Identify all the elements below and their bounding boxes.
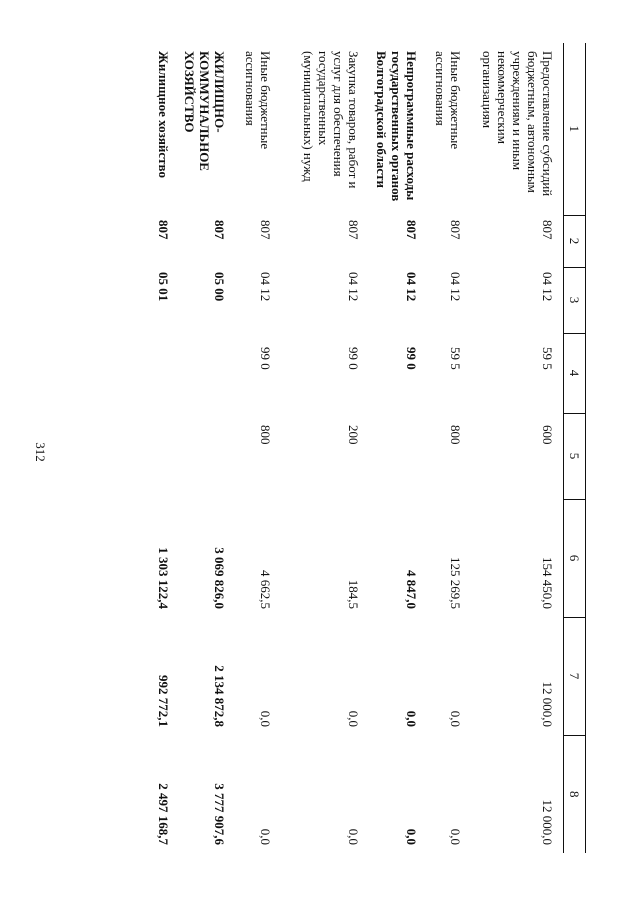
row-amount-col8: 0,0 bbox=[448, 828, 464, 845]
row-section-code: 04 12 bbox=[346, 272, 362, 302]
row-expense-type: 800 bbox=[448, 425, 464, 445]
table-row bbox=[176, 43, 232, 853]
column-header: 8 bbox=[564, 735, 586, 853]
column-header: 2 bbox=[564, 215, 586, 267]
row-amount-col7: 12 000,0 bbox=[540, 681, 555, 727]
row-section-code: 05 00 bbox=[212, 272, 228, 302]
row-amount-col6: 4 662,5 bbox=[258, 570, 274, 609]
row-amount-col6: 184,5 bbox=[346, 579, 362, 609]
row-amount-col7: 0,0 bbox=[346, 710, 362, 727]
row-expense-type: 200 bbox=[346, 425, 362, 445]
row-program-code: 99 0 bbox=[258, 347, 274, 370]
row-program-code: 99 0 bbox=[404, 347, 420, 370]
row-admin-code: 807 bbox=[404, 220, 420, 240]
row-amount-col8: 0,0 bbox=[346, 828, 362, 845]
table-row bbox=[424, 43, 468, 853]
row-expense-type bbox=[366, 413, 424, 499]
column-header: 7 bbox=[564, 617, 586, 735]
table-row bbox=[366, 43, 424, 853]
row-section-code: 04 12 bbox=[448, 272, 464, 302]
row-amount-col6: 4 847,0 bbox=[404, 570, 420, 609]
row-name: Жилищное хозяйство bbox=[156, 51, 172, 178]
column-header: 6 bbox=[564, 499, 586, 617]
row-expense-type bbox=[176, 413, 232, 499]
row-amount-col6: 1 303 122,4 bbox=[156, 547, 172, 609]
column-header: 1 bbox=[564, 43, 586, 215]
table-row bbox=[278, 43, 366, 853]
row-amount-col6: 3 069 826,0 bbox=[212, 547, 228, 609]
row-expense-type: 600 bbox=[540, 425, 555, 445]
row-amount-col7: 2 134 872,8 bbox=[212, 665, 228, 727]
row-amount-col8: 0,0 bbox=[258, 828, 274, 845]
budget-table bbox=[136, 43, 587, 853]
row-expense-type bbox=[136, 413, 176, 499]
row-section-code: 04 12 bbox=[404, 272, 420, 302]
row-admin-code: 807 bbox=[212, 220, 228, 240]
page-number: 312 bbox=[33, 442, 48, 462]
row-amount-col7: 992 772,1 bbox=[156, 675, 172, 727]
row-admin-code: 807 bbox=[448, 220, 464, 240]
row-name: Закупка товаров, работ и услуг для обеспечения государственных (муниципальных) нужд bbox=[301, 51, 362, 189]
row-name: Предоставление субсидий бюджетным, автономным учреждениям и иным некоммерческим организациям bbox=[480, 51, 555, 197]
row-section-code: 05 01 bbox=[156, 272, 172, 302]
row-program-code: 99 0 bbox=[346, 347, 362, 370]
row-amount-col8: 12 000,0 bbox=[540, 799, 555, 845]
row-name: Иные бюджетные ассигнования bbox=[243, 51, 274, 150]
row-amount-col6: 154 450,0 bbox=[540, 557, 555, 609]
row-amount-col7: 0,0 bbox=[404, 710, 420, 727]
row-name: ЖИЛИЩНО-КОММУНАЛЬНОЕ ХОЗЯЙСТВО bbox=[182, 51, 228, 171]
row-admin-code: 807 bbox=[540, 220, 555, 240]
table-row bbox=[136, 43, 176, 853]
row-amount-col8: 3 777 907,6 bbox=[212, 783, 228, 845]
row-program-code: 59 5 bbox=[448, 347, 464, 370]
row-admin-code: 807 bbox=[156, 220, 172, 240]
row-amount-col8: 0,0 bbox=[404, 828, 420, 845]
row-admin-code: 807 bbox=[258, 220, 274, 240]
row-amount-col6: 125 269,5 bbox=[448, 557, 464, 609]
column-header: 3 bbox=[564, 267, 586, 333]
column-header: 5 bbox=[564, 413, 586, 499]
row-program-code: 59 5 bbox=[540, 347, 555, 370]
row-name: Иные бюджетные ассигнования bbox=[433, 51, 464, 150]
row-amount-col8: 2 497 168,7 bbox=[156, 783, 172, 845]
row-amount-col7: 0,0 bbox=[258, 710, 274, 727]
header-row bbox=[564, 43, 586, 853]
row-section-code: 04 12 bbox=[258, 272, 274, 302]
row-name: Непрограммные расходы государственных органов Волгоградской области bbox=[374, 51, 420, 202]
table-row bbox=[468, 43, 564, 853]
row-amount-col7: 0,0 bbox=[448, 710, 464, 727]
column-header: 4 bbox=[564, 333, 586, 413]
rotated-table-container bbox=[86, 43, 586, 853]
table-row bbox=[232, 43, 278, 853]
row-section-code: 04 12 bbox=[540, 272, 555, 302]
row-admin-code: 807 bbox=[346, 220, 362, 240]
row-expense-type: 800 bbox=[258, 425, 274, 445]
row-program-code bbox=[176, 333, 232, 413]
row-program-code bbox=[136, 333, 176, 413]
